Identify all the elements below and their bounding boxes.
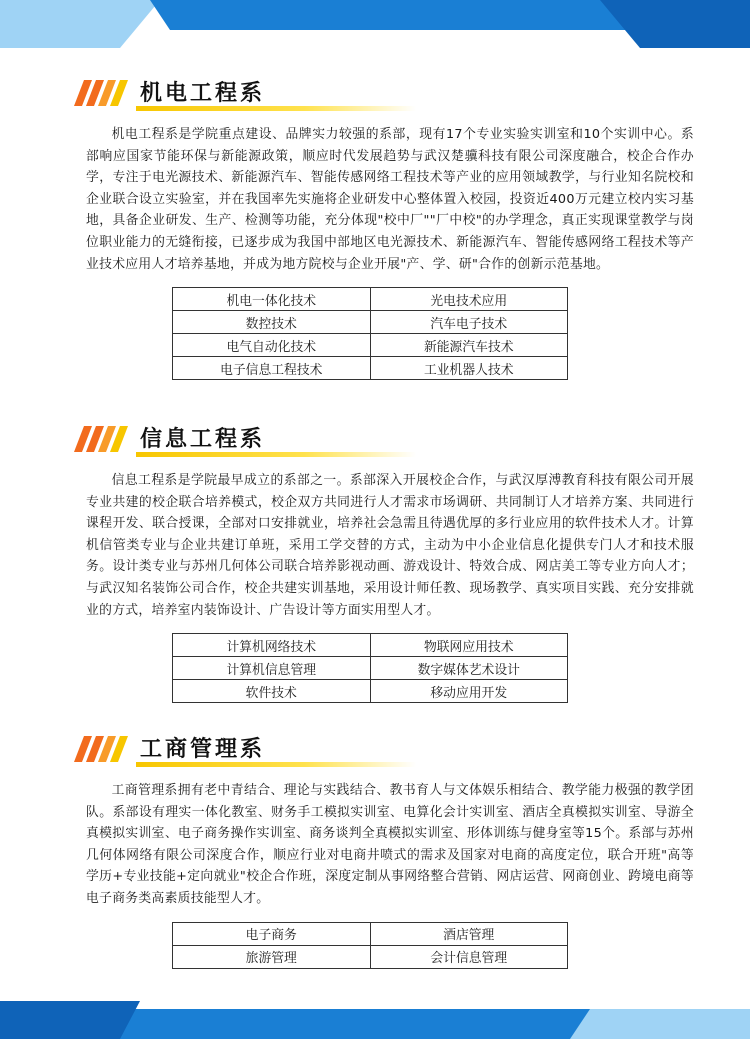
section-title: 信息工程系 xyxy=(140,427,266,452)
section-mechatronics xyxy=(86,76,694,380)
table-cell: 计算机信息管理 xyxy=(173,657,371,680)
table-cell: 汽车电子技术 xyxy=(370,311,568,334)
table-cell: 新能源汽车技术 xyxy=(370,334,568,357)
table-cell: 光电技术应用 xyxy=(370,288,568,311)
table-cell: 数字媒体艺术设计 xyxy=(370,657,568,680)
table-cell: 计算机网络技术 xyxy=(173,634,371,657)
table-row xyxy=(173,311,568,334)
table-row xyxy=(173,357,568,380)
table-cell: 电子商务 xyxy=(173,922,371,945)
top-decorative-band xyxy=(0,0,750,48)
table-cell: 数控技术 xyxy=(173,311,371,334)
section-header xyxy=(86,422,694,458)
section-title: 机电工程系 xyxy=(140,81,266,106)
title-underline xyxy=(136,452,416,457)
table-cell: 电气自动化技术 xyxy=(173,334,371,357)
table-row xyxy=(173,680,568,703)
section-paragraph: 信息工程系是学院最早成立的系部之一。系部深入开展校企合作，与武汉厚溥教育科技有限公司开展专业共建的校企联合培养模式，校企双方共同进行人才需求市场调研、共同制订人才培养方案、共同进行课程开发、联合授课，全部对口安排就业，培养社会急需且待遇优厚的多行业应用的软件技术人才。计算机信管类专业与企业共建订单班，采用工学交替的方式，主动为中小企业信息化提供专门人才和技术服务。设计类专业与苏州几何体公司联合培养影视动画、游戏设计、特效合成、网店美工等专业方向人才；与武汉知名装饰公司合作，校企共建实训基地，采用设计师任教、现场教学、真实项目实践、充分安排就业的方式，培养室内装饰设计、广告设计等方面实用型人才。 xyxy=(86,473,694,618)
table-cell: 酒店管理 xyxy=(370,922,568,945)
section-title: 工商管理系 xyxy=(140,737,266,762)
table-cell: 电子信息工程技术 xyxy=(173,357,371,380)
table-cell: 移动应用开发 xyxy=(370,680,568,703)
table-cell: 工业机器人技术 xyxy=(370,357,568,380)
section-paragraph: 工商管理系拥有老中青结合、理论与实践结合、教书育人与文体娱乐相结合、教学能力极强的教学团队。系部设有理实一体化教室、财务手工模拟实训室、电算化会计实训室、酒店全真模拟实训室、导游全真模拟实训室、电子商务操作实训室、商务谈判全真模拟实训室、形体训练与健身室等15个。系部与苏州几何体网络有限公司深度合作，顺应行业对电商井喷式的需求及国家对电商的高度定位，联合开班"高等学历+专业技能+定向就业"校企合作班，深度定制从事网络整合营销、网店运营、网商创业、跨境电商等电子商务类高素质技能型人才。 xyxy=(86,783,694,906)
section-header xyxy=(86,76,694,112)
stripe-ornament-icon xyxy=(74,426,134,452)
course-table xyxy=(172,633,568,703)
course-table xyxy=(172,922,568,969)
table-cell: 物联网应用技术 xyxy=(370,634,568,657)
table-row xyxy=(173,634,568,657)
section-header xyxy=(86,732,694,768)
bottom-decorative-band xyxy=(0,991,750,1039)
table-row xyxy=(173,945,568,968)
table-cell: 软件技术 xyxy=(173,680,371,703)
table-row xyxy=(173,922,568,945)
course-table xyxy=(172,287,568,380)
table-row xyxy=(173,334,568,357)
stripe-ornament-icon xyxy=(74,80,134,106)
table-cell: 会计信息管理 xyxy=(370,945,568,968)
table-cell: 旅游管理 xyxy=(173,945,371,968)
table-cell: 机电一体化技术 xyxy=(173,288,371,311)
stripe-ornament-icon xyxy=(74,736,134,762)
table-row xyxy=(173,288,568,311)
title-underline xyxy=(136,106,416,111)
title-underline xyxy=(136,762,416,767)
section-information xyxy=(86,422,694,703)
table-row xyxy=(173,657,568,680)
section-paragraph: 机电工程系是学院重点建设、品牌实力较强的系部，现有17个专业实验实训室和10个实训中心。系部响应国家节能环保与新能源政策，顺应时代发展趋势与武汉楚骥科技有限公司深度融合，校企合作办学，专注于电光源技术、新能源汽车、智能传感网络工程技术等产业的应用领域教学，与行业知名院校和企业联合设立实验室，并在我国率先实施将企业研发中心整体置入校园，投资近400万元建立校内实习基地，具备企业研发、生产、检测等功能，充分体现"校中厂""厂中校"的办学理念，真正实现课堂教学与岗位职业能力的无缝衔接，已逐步成为我国中部地区电光源技术、新能源汽车、智能传感网络工程技术等产业技术应用人才培养基地，并成为地方院校与企业开展"产、学、研"合作的创新示范基地。 xyxy=(86,127,694,272)
section-business xyxy=(86,732,694,969)
